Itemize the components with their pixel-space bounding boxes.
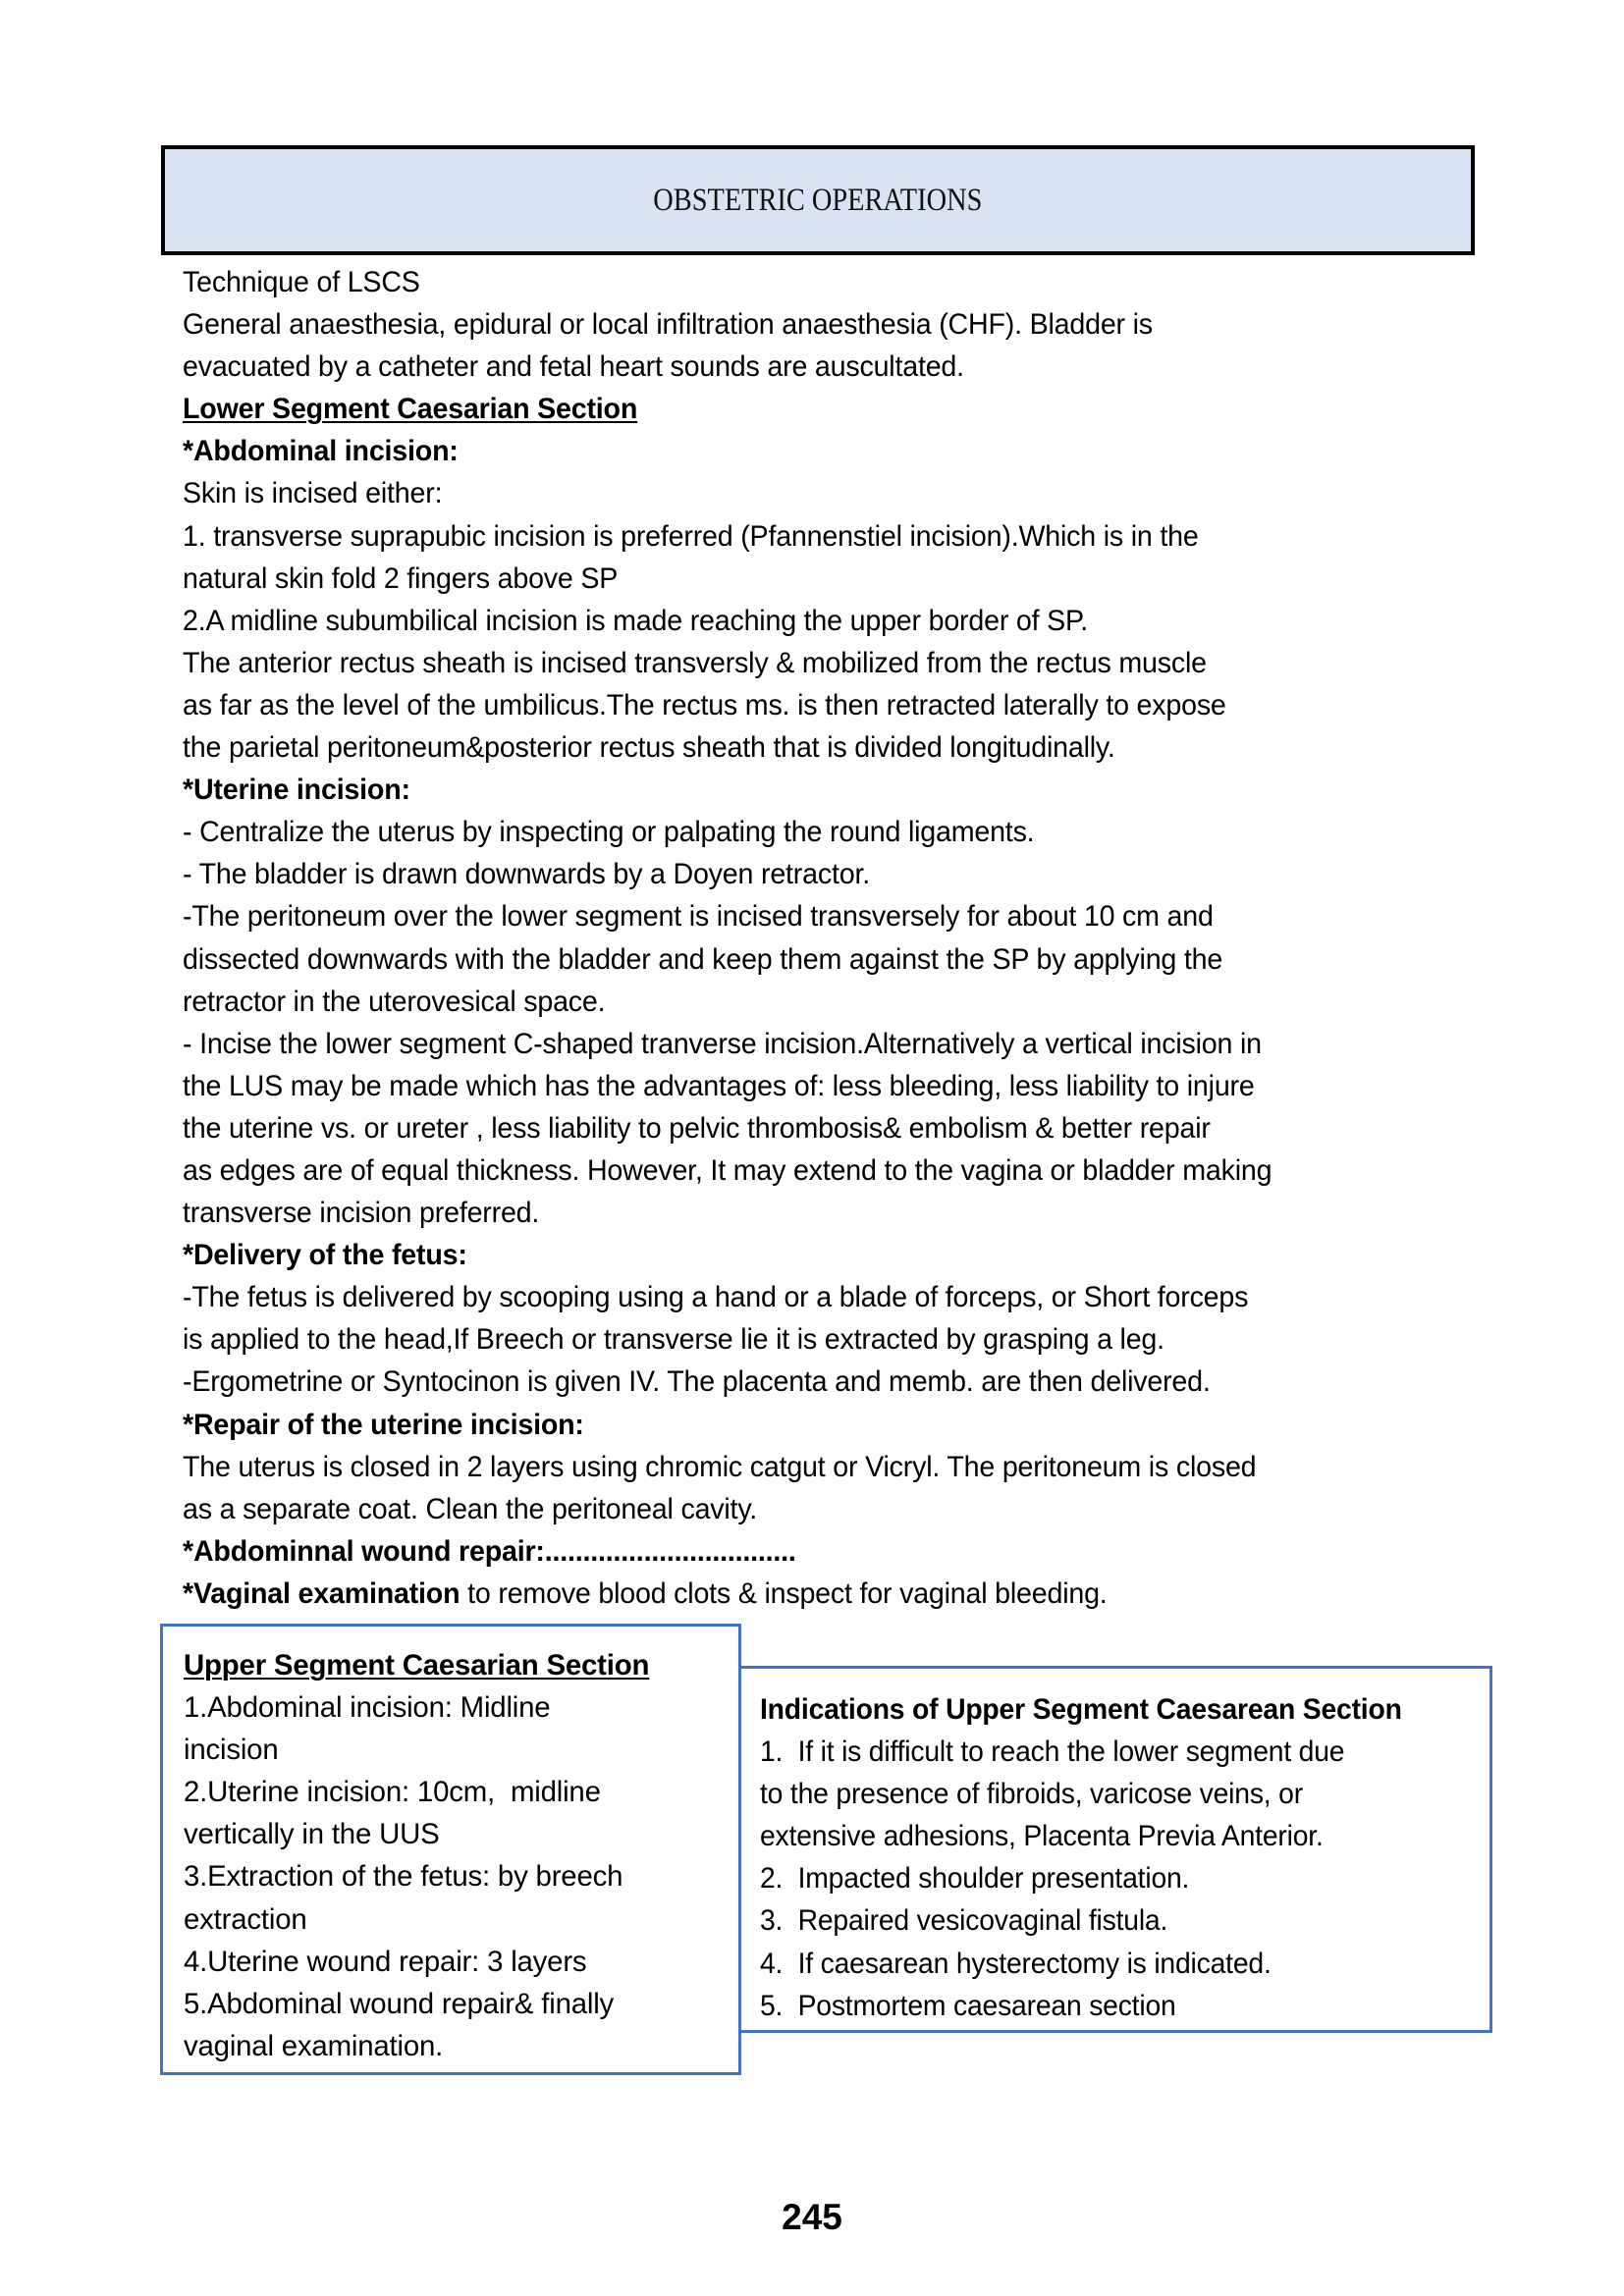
paragraph-line: - Centralize the uterus by inspecting or palpating the round ligaments. [183,816,1035,849]
box-line: vaginal examination. [184,2029,444,2062]
paragraph-line: transverse incision preferred. [183,1197,540,1230]
paragraph-line: the uterine vs. or ureter , less liability to pelvic thrombosis& embolism & better repair [183,1111,1211,1145]
intro-line: General anaesthesia, epidural or local infiltration anaesthesia (CHF). Bladder is [183,308,1153,342]
paragraph-line: the parietal peritoneum&posterior rectus sheath that is divided longitudinally. [183,731,1115,765]
paragraph-line: as edges are of equal thickness. However, It may extend to the vagina or bladder making [183,1153,1272,1187]
intro-title: Technique of LSCS [183,266,420,298]
box-line: extensive adhesions, Placenta Previa Anterior. [760,1820,1324,1853]
paragraph-line: retractor in the uterovesical space. [183,985,606,1018]
box-line: to the presence of fibroids, varicose veins, or [760,1778,1303,1811]
vaginal-exam-line [183,1573,1459,1615]
box-line: 3.Extraction of the fetus: by breech [184,1860,623,1894]
lscs-heading: Lower Segment Caesarian Section [183,393,638,426]
paragraph-line: 2.A midline subumbilical incision is made reaching the upper border of SP. [183,604,1089,637]
box-line: 2.Uterine incision: 10cm, midline [184,1776,601,1809]
abdominal-wound-heading: *Abdominnal wound repair:................................. [183,1534,796,1568]
page-number: 245 [782,2197,842,2237]
box-line: 1.Abdominal incision: Midline [184,1691,551,1725]
paragraph-line: as a separate coat. Clean the peritoneal cavity. [183,1492,758,1525]
box-line: 3. Repaired vesicovaginal fistula. [760,1904,1168,1938]
repair-heading: *Repair of the uterine incision: [183,1408,584,1441]
paragraph-line: The anterior rectus sheath is incised transversly & mobilized from the rectus muscle [183,646,1207,679]
box-line: 1. If it is difficult to reach the lower segment due [760,1735,1345,1769]
lscs-heading-row [183,388,1459,430]
paragraph-line: -The peritoneum over the lower segment is incised transversely for about 10 cm and [183,900,1214,934]
vaginal-exam-label: *Vaginal examination [183,1576,460,1610]
paragraph-line: - Incise the lower segment C-shaped tranverse incision.Alternatively a vertical incision in [183,1027,1262,1060]
paragraph-line: is applied to the head,If Breech or transverse lie it is extracted by grasping a leg. [183,1323,1164,1357]
box-line: vertically in the UUS [184,1818,440,1851]
paragraph-line: The uterus is closed in 2 layers using chromic catgut or Vicryl. The peritoneum is closed [183,1450,1257,1483]
upper-segment-heading-row [184,1644,728,1686]
paragraph-line: -Ergometrine or Syntocinon is given IV. The placenta and memb. are then delivered. [183,1365,1211,1399]
box-line: 4. If caesarean hysterectomy is indicated. [760,1947,1272,1980]
indications-heading: Indications of Upper Segment Caesarean Section [760,1693,1402,1726]
main-body [183,261,1498,1615]
upper-segment-heading: Upper Segment Caesarian Section [184,1649,650,1682]
paragraph-line: 1. transverse suprapubic incision is preferred (Pfannenstiel incision).Which is in the [183,519,1199,553]
paragraph-line: the LUS may be made which has the advantages of: less bleeding, less liability to injure [183,1069,1255,1102]
delivery-heading: *Delivery of the fetus: [183,1239,467,1272]
indications-box [738,1666,1492,2033]
box-line: 2. Impacted shoulder presentation. [760,1862,1190,1896]
page-title: OBSTETRIC OPERATIONS [653,182,983,218]
vaginal-exam-text: to remove blood clots & inspect for vaginal bleeding. [460,1576,1108,1610]
paragraph-line: -The fetus is delivered by scooping using a hand or a blade of forceps, or Short forceps [183,1281,1249,1314]
paragraph-line: Skin is incised either: [183,477,443,510]
intro-line: evacuated by a catheter and fetal heart sounds are auscultated. [183,350,964,384]
upper-segment-box [160,1624,741,2075]
box-line: incision [184,1734,279,1767]
abdominal-incision-heading: *Abdominal incision: [183,435,459,468]
box-line: 5. Postmortem caesarean section [760,1989,1176,2022]
paragraph-line: as far as the level of the umbilicus.The rectus ms. is then retracted laterally to expose [183,688,1226,721]
paragraph-line: natural skin fold 2 fingers above SP [183,561,619,595]
box-line: 5.Abdominal wound repair& finally [184,1987,615,2020]
box-line: 4.Uterine wound repair: 3 layers [184,1945,587,1978]
paragraph-line: dissected downwards with the bladder and keep them against the SP by applying the [183,942,1223,976]
paragraph-line: - The bladder is drawn downwards by a Doyen retractor. [183,858,870,891]
page-header-box [161,145,1475,255]
uterine-incision-heading: *Uterine incision: [183,774,410,807]
box-line: extraction [184,1902,307,1936]
